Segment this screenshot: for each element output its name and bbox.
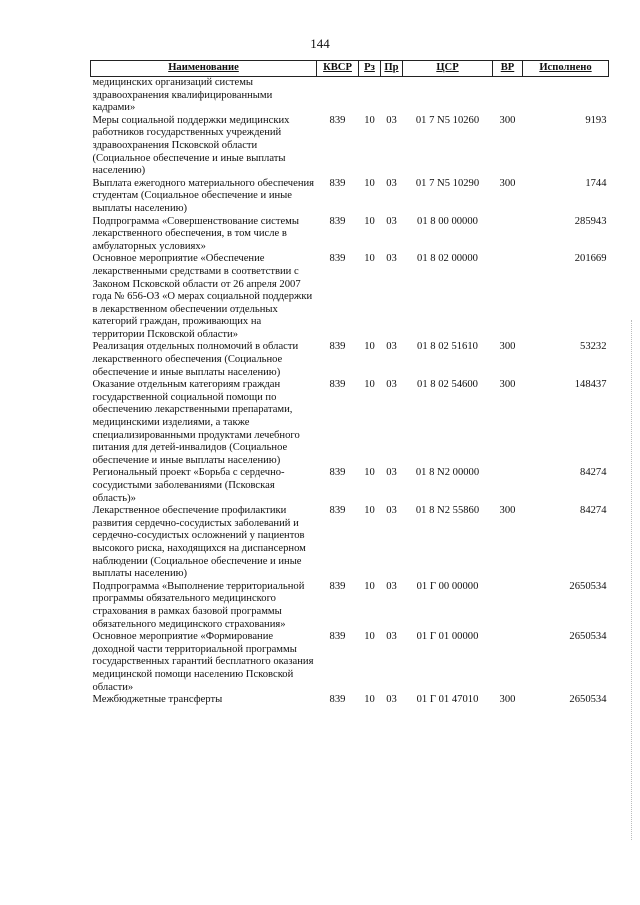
cell-name: Меры социальной поддержки медицинских работников государственных учреждений здравоохранения Псковской области (Социальное обеспечение и иные выплаты населению): [92, 114, 290, 177]
cell-isp: 84274: [580, 505, 607, 517]
cell-name: Подпрограмма «Совершенствование системы лекарственного обеспечения, в том числе в амбулаторных условиях»: [92, 215, 299, 252]
cell-vr: [493, 467, 523, 505]
cell-pr: 03: [386, 215, 397, 227]
table-header: [91, 61, 609, 77]
cell-csr: 01 7 N5 10290: [415, 177, 480, 189]
cell-pr: 03: [386, 177, 397, 189]
table-row: [91, 115, 609, 178]
cell-csr: 01 8 02 54600: [417, 379, 478, 391]
cell-kvsr: 839: [329, 631, 346, 643]
cell-kvsr: 839: [329, 379, 346, 391]
cell-rz: 10: [364, 177, 375, 189]
table-row: [91, 631, 609, 694]
cell-isp: 2650534: [569, 580, 607, 592]
cell-pr: 03: [386, 114, 397, 126]
cell-kvsr: 839: [329, 341, 346, 353]
cell-csr: 01 8 N2 55860: [415, 505, 480, 517]
cell-name: Основное мероприятие «Формирование доходной части территориальной программы государственных гарантий бесплатного оказания медицинской помощи населению Псковской области»: [92, 631, 314, 693]
cell-kvsr: 839: [329, 253, 346, 265]
table-row: [91, 505, 609, 581]
cell-csr: 01 Г 01 47010: [416, 694, 479, 706]
cell-rz: 10: [364, 694, 375, 706]
cell-isp: 1744: [585, 177, 607, 189]
cell-pr: 03: [386, 631, 397, 643]
cell-name: Реализация отдельных полномочий в области лекарственного обеспечения (Социальное обеспечение и иные выплаты населению): [92, 341, 299, 378]
budget-table: [90, 60, 609, 707]
header-csr: ЦСР: [403, 61, 493, 77]
cell-kvsr: 839: [329, 215, 346, 227]
cell-name: Основное мероприятие «Обеспечение лекарственными средствами в соответствии с Законом Псковской области от 26 апреля 2007 года № 656-ОЗ «О мерах социальной поддержки в лекарственном обеспечении отдельных категорий граждан, проживающих на территории Псковской области»: [92, 253, 313, 340]
cell-isp: 2650534: [569, 694, 607, 706]
cell-pr: 03: [386, 694, 397, 706]
cell-name: Выплата ежегодного материального обеспечения студентам (Социальное обеспечение и иные выплаты населению): [92, 177, 315, 214]
cell-isp: 201669: [574, 253, 607, 265]
cell-csr: 01 8 02 00000: [417, 253, 478, 265]
cell-kvsr: [317, 77, 359, 115]
cell-kvsr: 839: [329, 694, 346, 706]
cell-rz: 10: [364, 580, 375, 592]
page-number: 144: [310, 36, 330, 51]
cell-isp: 9193: [585, 114, 607, 126]
cell-pr: 03: [386, 253, 397, 265]
cell-csr: 01 8 02 51610: [417, 341, 478, 353]
cell-pr: [381, 77, 403, 115]
cell-pr: 03: [386, 505, 397, 517]
cell-kvsr: 839: [329, 467, 346, 479]
cell-name: медицинских организаций системы здравоохранения квалифицированными кадрами»: [92, 77, 273, 114]
cell-csr: [403, 77, 493, 115]
cell-vr: [493, 581, 523, 631]
cell-vr: [493, 253, 523, 341]
header-kvsr: КВСР: [317, 61, 359, 77]
header-vr: ВР: [493, 61, 523, 77]
cell-name: Подпрограмма «Выполнение территориальной программы обязательного медицинского страхования в рамках базовой программы обязательного медицинского страхования»: [92, 580, 305, 630]
table-row: [91, 379, 609, 467]
cell-name: Оказание отдельным категориям граждан государственной социальной помощи по обеспечению лекарственными препаратами, медицинскими изделиями, а также специализированными продуктами лечебного питания для детей-инвалидов (Социальное обеспечение и иные выплаты населению): [92, 379, 300, 466]
cell-csr: 01 8 N2 00000: [415, 467, 480, 479]
cell-csr: 01 Г 00 00000: [416, 580, 479, 592]
table-row: [91, 77, 609, 115]
cell-name: Региональный проект «Борьба с сердечно-сосудистыми заболеваниями (Псковская область)»: [92, 467, 285, 504]
cell-pr: 03: [386, 379, 397, 391]
cell-csr: 01 8 00 00000: [417, 215, 478, 227]
cell-isp: [523, 77, 609, 115]
cell-isp: 148437: [574, 379, 607, 391]
header-isp: Исполнено: [523, 61, 609, 77]
cell-name: Межбюджетные трансферты: [92, 694, 223, 706]
cell-rz: 10: [364, 341, 375, 353]
cell-rz: 10: [364, 114, 375, 126]
header-pr: Пр: [381, 61, 403, 77]
header-name: Наименование: [91, 61, 317, 77]
cell-kvsr: 839: [329, 580, 346, 592]
cell-vr: 300: [499, 114, 516, 126]
cell-vr: 300: [499, 341, 516, 353]
cell-isp: 53232: [580, 341, 607, 353]
cell-name: Лекарственное обеспечение профилактики развития сердечно-сосудистых заболеваний и сердечно-сосудистых осложнений у пациентов высокого риска, находящихся на диспансерном наблюдении (Социальное обеспечение и иные выплаты населению): [92, 505, 306, 580]
cell-kvsr: 839: [329, 177, 346, 189]
table-row: [91, 341, 609, 379]
cell-pr: 03: [386, 467, 397, 479]
scan-edge-marks: [631, 320, 636, 840]
table-row: [91, 178, 609, 216]
cell-rz: 10: [364, 215, 375, 227]
cell-kvsr: 839: [329, 114, 346, 126]
cell-rz: 10: [364, 505, 375, 517]
cell-rz: [359, 77, 381, 115]
cell-csr: 01 Г 01 00000: [416, 631, 479, 643]
table-row: [91, 467, 609, 505]
cell-kvsr: 839: [329, 505, 346, 517]
cell-vr: 300: [499, 177, 516, 189]
cell-rz: 10: [364, 467, 375, 479]
cell-vr: [493, 631, 523, 694]
table-body: [91, 77, 609, 707]
cell-vr: 300: [499, 694, 516, 706]
cell-rz: 10: [364, 253, 375, 265]
table-row: [91, 216, 609, 254]
cell-isp: 84274: [580, 467, 607, 479]
cell-pr: 03: [386, 580, 397, 592]
cell-vr: 300: [499, 505, 516, 517]
table-row: [91, 581, 609, 631]
cell-vr: [493, 77, 523, 115]
header-rz: Рз: [359, 61, 381, 77]
table-row: [91, 694, 609, 707]
cell-rz: 10: [364, 379, 375, 391]
cell-rz: 10: [364, 631, 375, 643]
cell-isp: 285943: [574, 215, 607, 227]
cell-isp: 2650534: [569, 631, 607, 643]
cell-csr: 01 7 N5 10260: [415, 114, 480, 126]
cell-vr: 300: [499, 379, 516, 391]
table-row: [91, 253, 609, 341]
cell-pr: 03: [386, 341, 397, 353]
cell-vr: [493, 216, 523, 254]
